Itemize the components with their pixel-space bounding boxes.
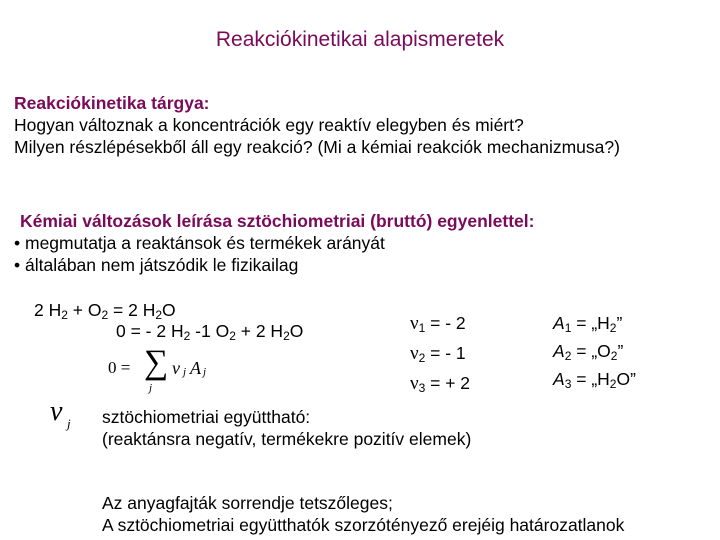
nu-j-symbol: ν j [50, 396, 71, 431]
definition-line-1: sztöchiometriai együttható: [102, 407, 311, 427]
species-1: $A_1$ = $„H_2$” [553, 313, 623, 335]
intro-block [14, 92, 620, 158]
definition-block [102, 406, 471, 450]
page-title: Reakciókinetikai alapismeretek [215, 28, 505, 51]
species-3: $A_3$ = $„H_2O$” [553, 369, 636, 391]
general-formula: 0 = ∑ j ν j A j [108, 344, 207, 394]
note-line-1: Az anyagfajták sorrendje tetszőleges; [102, 493, 393, 513]
species-2: $A_2$ = $„O_2$” [553, 341, 624, 363]
changes-bullet-1: • megmutatja a reaktánsok és termékek arányát [14, 233, 385, 253]
coefficient-2: $\nu_2$ = - 1 [410, 343, 466, 365]
changes-bullet-2: • általában nem játszódik le fizikailag [14, 255, 299, 275]
species-list [553, 309, 636, 393]
definition-line-2: (reaktánsra negatív, termékekre pozitív elemek) [102, 429, 472, 449]
coefficient-3: $\nu_3$ = + 2 [410, 373, 471, 395]
intro-line-2: Milyen részlépésekből áll egy reakció? (Mi a kémiai reakciók mechanizmusa?) [14, 137, 620, 157]
intro-heading: Reakciókinetika tárgya: [14, 93, 210, 113]
changes-block [14, 210, 535, 276]
note-block [102, 492, 624, 536]
note-line-2: A sztöchiometriai együtthatók szorzótényező erejéig határozatlanok [102, 515, 625, 535]
reaction-equation: 2 $H_2 + O_2 = 2$ $H_2O$ [34, 300, 176, 322]
coefficient-list [410, 309, 470, 399]
coefficient-1: $\nu_1$ = - 2 [410, 313, 466, 335]
zero-form-equation: 0 = - 2 $H_2$ -1 $O_2 + 2$ $H_2O$ [116, 321, 304, 343]
changes-heading: Kémiai változások leírása sztöchiometriai (bruttó) egyenlettel: [20, 211, 535, 231]
intro-line-1: Hogyan változnak a koncentrációk egy reaktív elegyben és miért? [14, 115, 524, 135]
